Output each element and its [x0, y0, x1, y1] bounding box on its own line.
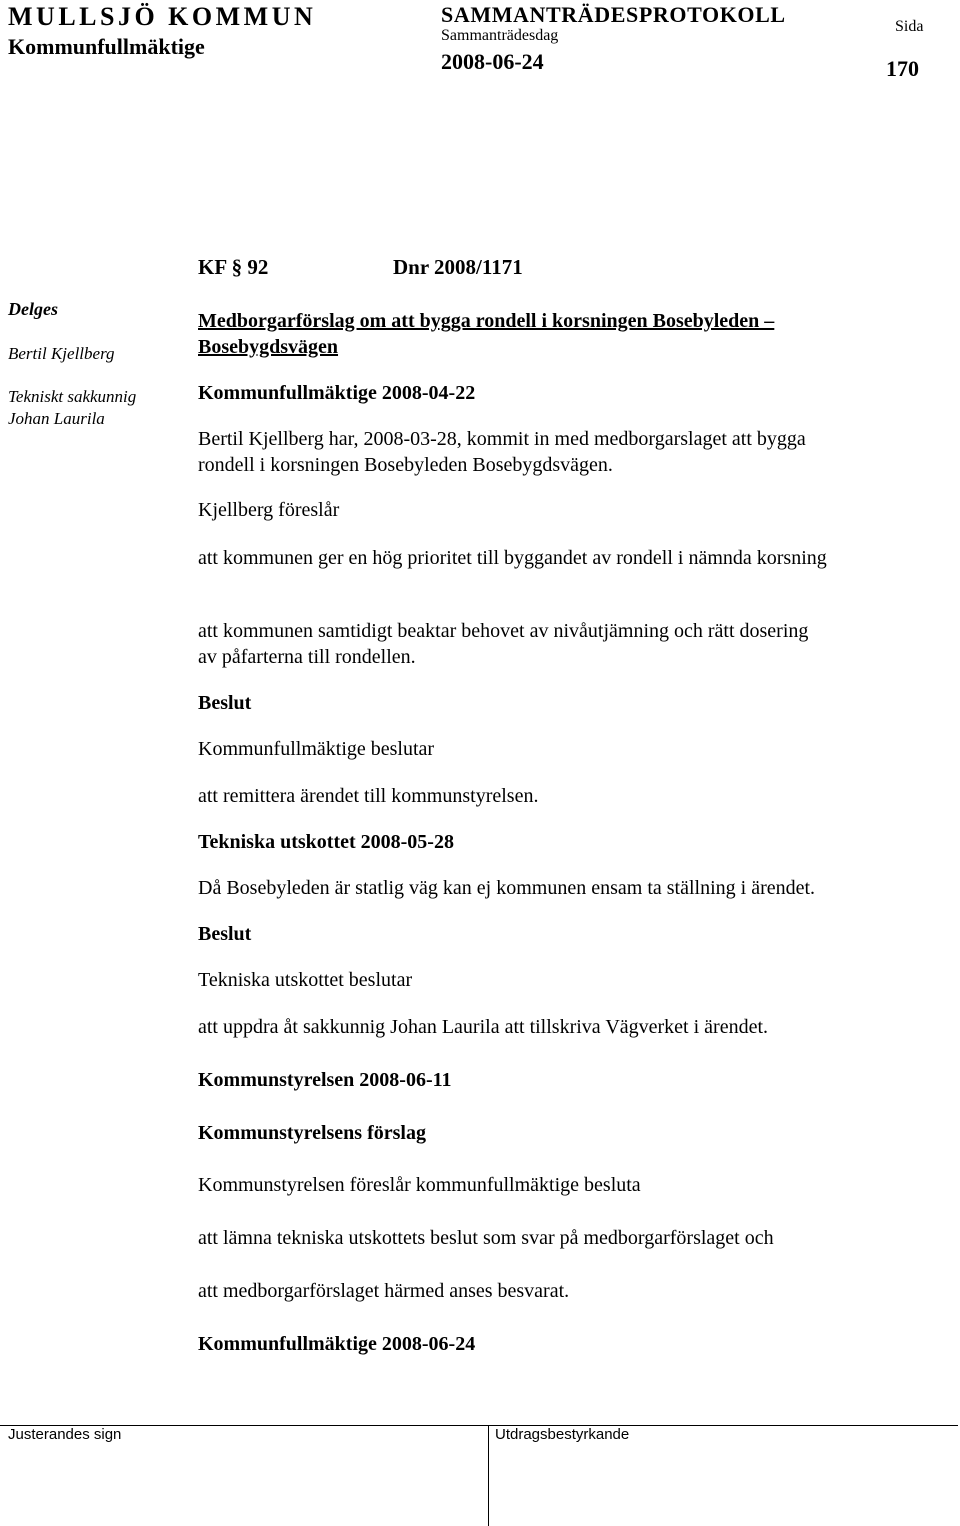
meeting-date-label: Sammanträdesdag: [441, 27, 559, 44]
paragraph: Bertil Kjellberg har, 2008-03-28, kommit in med medborgarslaget att bygga rondell i korsningen Bosebyleden Bosebygdsvägen.: [198, 428, 806, 476]
case-title-line: Bosebygdsvägen: [198, 336, 339, 358]
paragraph: Kommunstyrelsen föreslår kommunfullmäktige besluta: [198, 1174, 641, 1196]
paragraph: Då Bosebyleden är statlig väg kan ej kommunen ensam ta ställning i ärendet.: [198, 877, 816, 899]
att-clause: att kommunen ger en hög prioritet till byggandet av rondell i nämnda korsning: [198, 547, 827, 569]
section-heading: Kommunfullmäktige 2008-06-24: [198, 1333, 476, 1355]
section-heading: Kommunstyrelsens förslag: [198, 1122, 426, 1144]
att-clause: att uppdra åt sakkunnig Johan Laurila att tillskriva Vägverket i ärendet.: [198, 1016, 769, 1038]
municipality-name: MULLSJÖ KOMMUN: [8, 2, 317, 31]
case-number: KF § 92: [198, 255, 269, 279]
att-clause: att medborgarförslaget härmed anses besvarat.: [198, 1280, 570, 1302]
decision-heading: Beslut: [198, 692, 252, 714]
recipient-role: Tekniskt sakkunnig: [8, 387, 137, 406]
recipient-name: Johan Laurila: [8, 409, 105, 428]
distribution-heading: Delges: [8, 299, 58, 319]
case-title-line: Medborgarförslag om att bygga rondell i korsningen Bosebyleden –: [198, 310, 775, 332]
page-label: Sida: [895, 18, 924, 35]
att-clause: att remittera ärendet till kommunstyrelsen.: [198, 785, 539, 807]
body-name: Kommunfullmäktige: [8, 34, 205, 59]
section-heading: Tekniska utskottet 2008-05-28: [198, 831, 454, 853]
recipient-name: Bertil Kjellberg: [8, 344, 115, 363]
diary-number: Dnr 2008/1171: [393, 255, 523, 279]
page-number: 170: [886, 56, 919, 81]
decision-heading: Beslut: [198, 923, 252, 945]
att-clause: att lämna tekniska utskottets beslut som svar på medborgarförslaget och: [198, 1227, 774, 1249]
paragraph: Kjellberg föreslår: [198, 499, 340, 521]
section-heading: Kommunfullmäktige 2008-04-22: [198, 382, 476, 404]
paragraph: Tekniska utskottet beslutar: [198, 969, 413, 991]
certification-label: Utdragsbestyrkande: [495, 1426, 630, 1443]
meeting-date: 2008-06-24: [441, 49, 544, 74]
paragraph: Kommunfullmäktige beslutar: [198, 738, 435, 760]
section-heading: Kommunstyrelsen 2008-06-11: [198, 1069, 452, 1091]
footer-divider: [488, 1425, 489, 1526]
att-clause: att kommunen samtidigt beaktar behovet av nivåutjämning och rätt dosering av påfarterna till rondellen.: [198, 620, 809, 668]
document-type: SAMMANTRÄDESPROTOKOLL: [441, 2, 786, 27]
footer-rule: [0, 1425, 958, 1426]
signature-label: Justerandes sign: [8, 1426, 122, 1443]
